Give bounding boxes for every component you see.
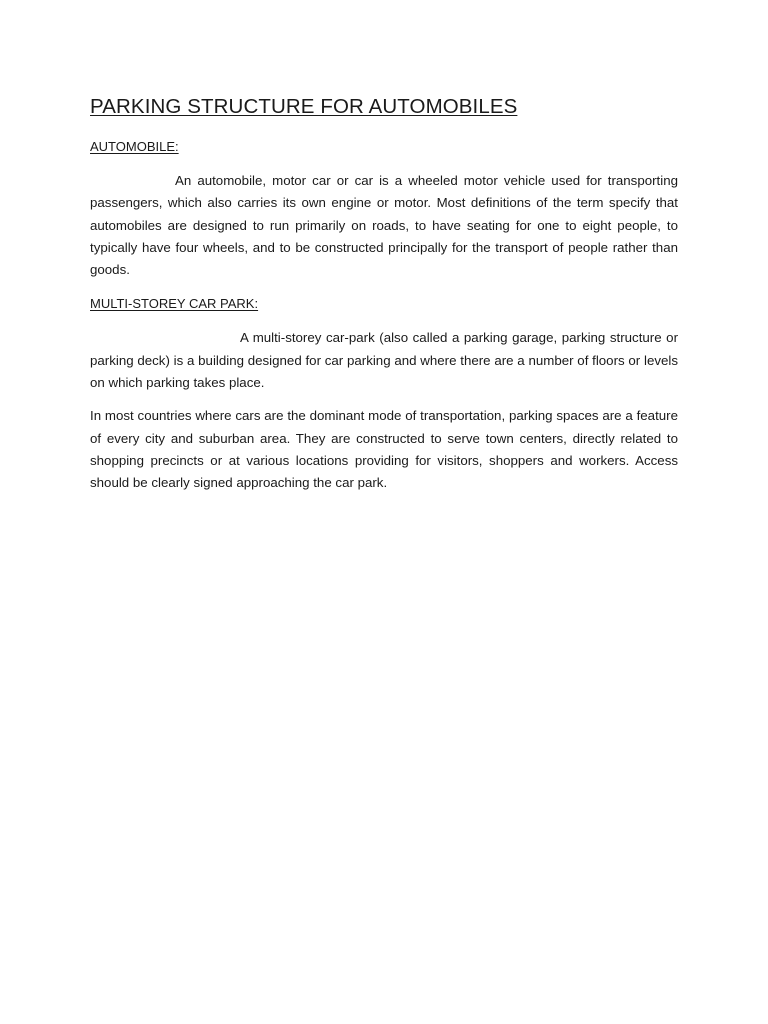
paragraph-automobile-definition: An automobile, motor car or car is a wheeled motor vehicle used for transporting passengers, which also carries its own engine or motor. Most definitions of the term specify that automobiles are designed to run primarily on roads, to have seating for one to eight people, to typically have four wheels, and to be constructed principally for the transport of people rather than goods. [90, 173, 678, 278]
document-body [90, 93, 678, 495]
section-heading-multi-storey-car-park: MULTI-STOREY CAR PARK: [90, 296, 259, 312]
paragraph-car-park-definition: A multi-storey car-park (also called a parking garage, parking structure or parking deck) is a building designed for car parking and where there are a number of floors or levels on which parking takes place. [90, 330, 678, 391]
section-heading-automobile: AUTOMOBILE: [90, 139, 179, 154]
paragraph-car-park-usage: In most countries where cars are the dominant mode of transportation, parking spaces are a feature of every city and suburban area. They are constructed to serve town centers, directly related to shopping precincts or at various locations providing for visitors, shoppers and workers. Access should be clearly signed approaching the car park. [90, 408, 678, 491]
document-title: PARKING STRUCTURE FOR AUTOMOBILES [90, 95, 518, 118]
